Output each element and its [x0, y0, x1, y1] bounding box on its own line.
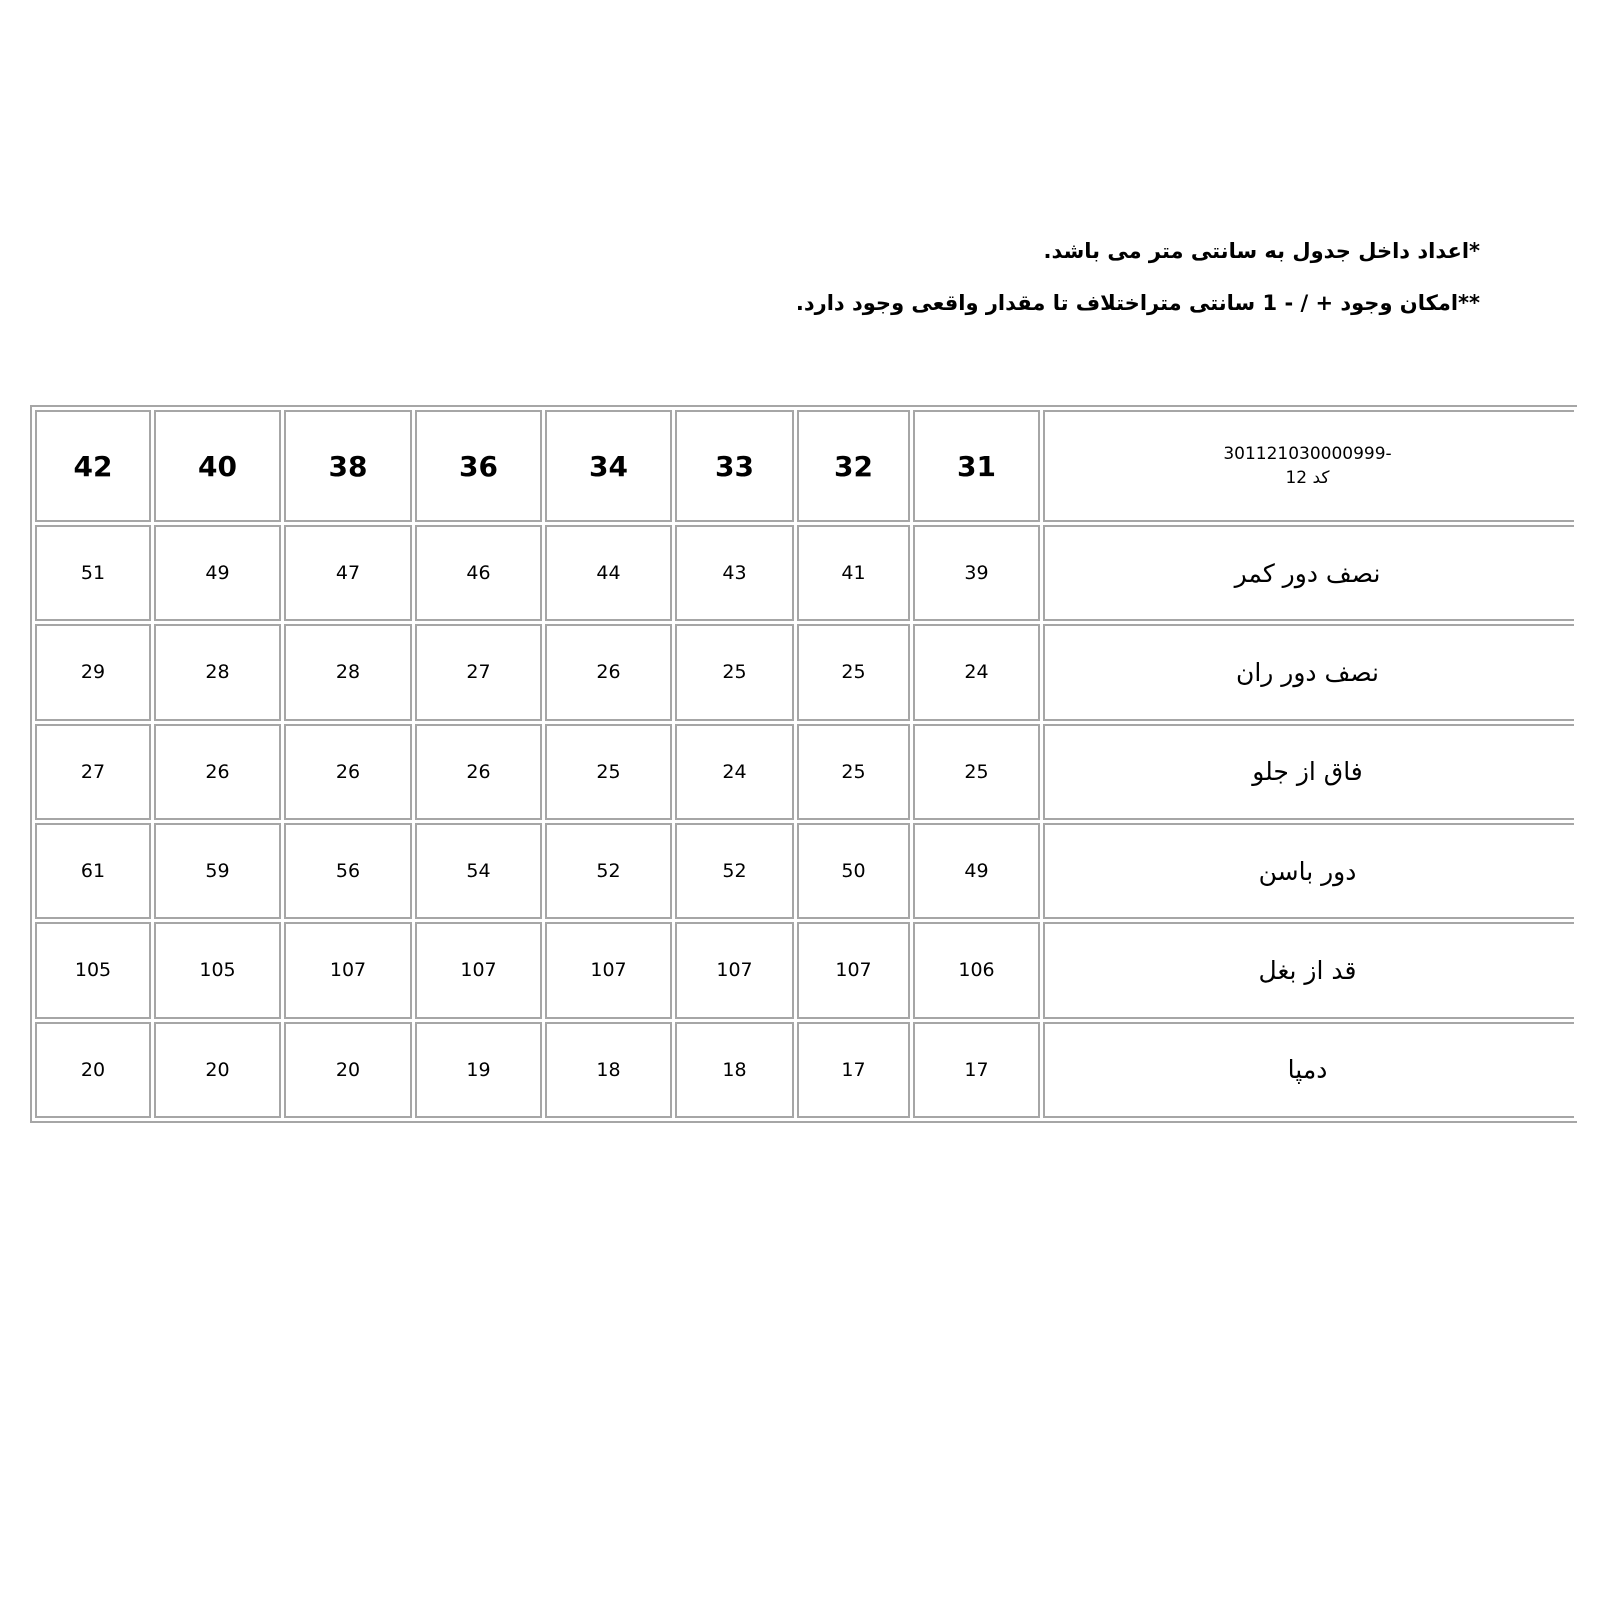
table-cell: 107 [415, 922, 542, 1018]
table-cell: 49 [913, 823, 1040, 919]
row-label: نصف دور کمر [1043, 525, 1574, 621]
table-cell: 49 [154, 525, 281, 621]
table-cell: 52 [675, 823, 794, 919]
table-cell: 19 [415, 1022, 542, 1118]
table-cell: 28 [154, 624, 281, 720]
table-row [35, 922, 1574, 1018]
size-table [32, 407, 1577, 1121]
table-cell: 59 [154, 823, 281, 919]
table-row [35, 823, 1574, 919]
product-code-label: کد 12 [1285, 468, 1330, 488]
table-cell: 47 [284, 525, 412, 621]
table-row [35, 724, 1574, 820]
table-cell: 18 [545, 1022, 672, 1118]
table-cell: 46 [415, 525, 542, 621]
table-cell: 39 [913, 525, 1040, 621]
table-cell: 25 [797, 724, 910, 820]
row-label: دمپا [1043, 1022, 1574, 1118]
size-header: 40 [154, 410, 281, 522]
size-header: 34 [545, 410, 672, 522]
table-cell: 56 [284, 823, 412, 919]
table-cell: 29 [35, 624, 151, 720]
table-cell: 25 [545, 724, 672, 820]
table-cell: 26 [284, 724, 412, 820]
table-cell: 25 [675, 624, 794, 720]
row-label: قد از بغل [1043, 922, 1574, 1018]
size-header: 33 [675, 410, 794, 522]
table-cell: 107 [545, 922, 672, 1018]
table-row [35, 1022, 1574, 1118]
table-cell: 17 [913, 1022, 1040, 1118]
notes-section [580, 236, 1480, 340]
size-header: 32 [797, 410, 910, 522]
size-header: 31 [913, 410, 1040, 522]
table-cell: 18 [675, 1022, 794, 1118]
size-header: 38 [284, 410, 412, 522]
size-header: 36 [415, 410, 542, 522]
table-cell: 51 [35, 525, 151, 621]
table-cell: 20 [284, 1022, 412, 1118]
table-cell: 24 [913, 624, 1040, 720]
table-cell: 20 [154, 1022, 281, 1118]
table-cell: 105 [154, 922, 281, 1018]
note-tolerance: **امکان وجود + / - 1 سانتی متراختلاف تا مقدار واقعی وجود دارد. [795, 291, 1480, 315]
table-cell: 17 [797, 1022, 910, 1118]
table-cell: 26 [154, 724, 281, 820]
table-cell: 28 [284, 624, 412, 720]
table-cell: 50 [797, 823, 910, 919]
table-cell: 52 [545, 823, 672, 919]
table-cell: 44 [545, 525, 672, 621]
table-cell: 41 [797, 525, 910, 621]
table-cell: 61 [35, 823, 151, 919]
table-cell: 107 [675, 922, 794, 1018]
table-cell: 27 [35, 724, 151, 820]
size-header: 42 [35, 410, 151, 522]
table-cell: 105 [35, 922, 151, 1018]
row-label: دور باسن [1043, 823, 1574, 919]
row-label: نصف دور ران [1043, 624, 1574, 720]
table-cell: 20 [35, 1022, 151, 1118]
product-code-cell [1043, 410, 1574, 522]
table-cell: 25 [797, 624, 910, 720]
table-row [35, 525, 1574, 621]
note-units: *اعداد داخل جدول به سانتی متر می باشد. [1043, 239, 1480, 263]
table-cell: 43 [675, 525, 794, 621]
table-header-row [35, 410, 1574, 522]
product-code: 301121030000999- [1223, 444, 1392, 464]
table-cell: 27 [415, 624, 542, 720]
table-row [35, 624, 1574, 720]
table-cell: 24 [675, 724, 794, 820]
table-cell: 107 [797, 922, 910, 1018]
table-cell: 106 [913, 922, 1040, 1018]
row-label: فاق از جلو [1043, 724, 1574, 820]
table-cell: 26 [415, 724, 542, 820]
size-table-container [30, 405, 1577, 1123]
table-cell: 54 [415, 823, 542, 919]
table-cell: 26 [545, 624, 672, 720]
table-cell: 107 [284, 922, 412, 1018]
table-cell: 25 [913, 724, 1040, 820]
